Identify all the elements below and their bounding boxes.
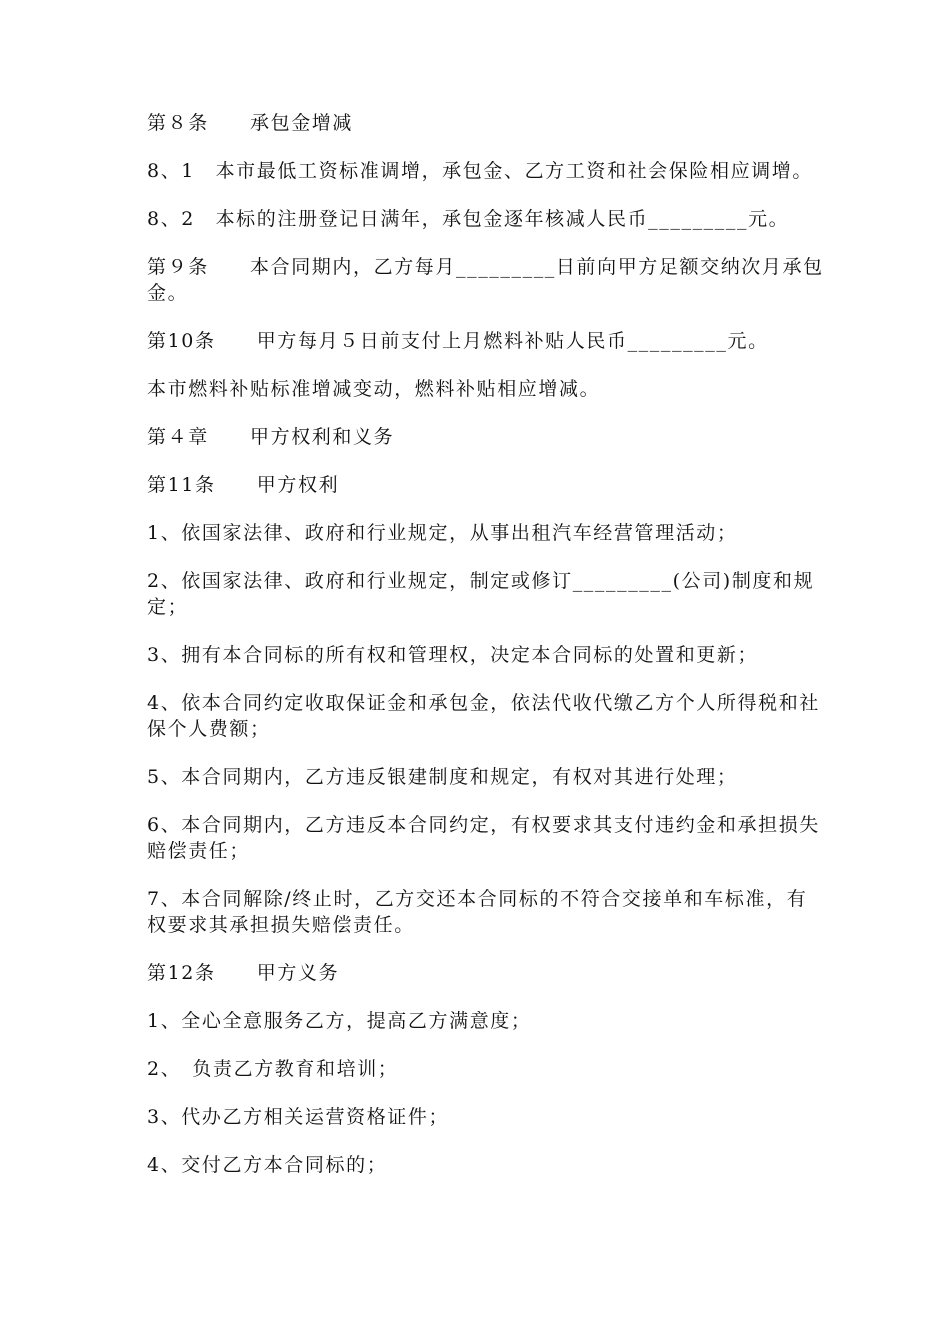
party-a-right-7: 7、本合同解除/终止时，乙方交还本合同标的不符合交接单和车标准，有权要求其承担损失赔偿责任。 bbox=[147, 888, 808, 936]
article-11-heading: 第11条 甲方权利 bbox=[147, 474, 340, 496]
clause-8-1: 8、1 本市最低工资标准调增，承包金、乙方工资和社会保险相应调增。 bbox=[147, 160, 813, 182]
party-a-right-1: 1、依国家法律、政府和行业规定，从事出租汽车经营管理活动； bbox=[147, 522, 738, 544]
clause-8-2: 8、2 本标的注册登记日满年，承包金逐年核减人民币_________元。 bbox=[147, 208, 790, 230]
party-a-right-4: 4、依本合同约定收取保证金和承包金，依法代收代缴乙方个人所得税和社保个人费额； bbox=[147, 692, 820, 740]
party-a-duty-1: 1、全心全意服务乙方，提高乙方满意度； bbox=[147, 1010, 532, 1032]
fuel-subsidy-note: 本市燃料补贴标准增减变动，燃料补贴相应增减。 bbox=[147, 378, 601, 400]
article-10: 第10条 甲方每月５日前支付上月燃料补贴人民币_________元。 bbox=[147, 330, 769, 352]
party-a-right-6: 6、本合同期内，乙方违反本合同约定，有权要求其支付违约金和承担损失赔偿责任； bbox=[147, 814, 820, 862]
article-12-heading: 第12条 甲方义务 bbox=[147, 962, 340, 984]
article-8-heading: 第８条 承包金增减 bbox=[147, 112, 354, 134]
document-body bbox=[147, 110, 827, 1200]
party-a-duty-3: 3、代办乙方相关运营资格证件； bbox=[147, 1106, 450, 1128]
party-a-duty-2: 2、 负责乙方教育和培训； bbox=[147, 1058, 399, 1080]
chapter-4-heading: 第４章 甲方权利和义务 bbox=[147, 426, 395, 448]
article-9: 第９条 本合同期内，乙方每月_________日前向甲方足额交纳次月承包金。 bbox=[147, 256, 824, 304]
party-a-duty-4: 4、交付乙方本合同标的； bbox=[147, 1154, 388, 1176]
party-a-right-3: 3、拥有本合同标的所有权和管理权，决定本合同标的处置和更新； bbox=[147, 644, 759, 666]
party-a-right-2: 2、依国家法律、政府和行业规定，制定或修订_________(公司)制度和规定； bbox=[147, 570, 815, 618]
party-a-right-5: 5、本合同期内，乙方违反银建制度和规定，有权对其进行处理； bbox=[147, 766, 738, 788]
